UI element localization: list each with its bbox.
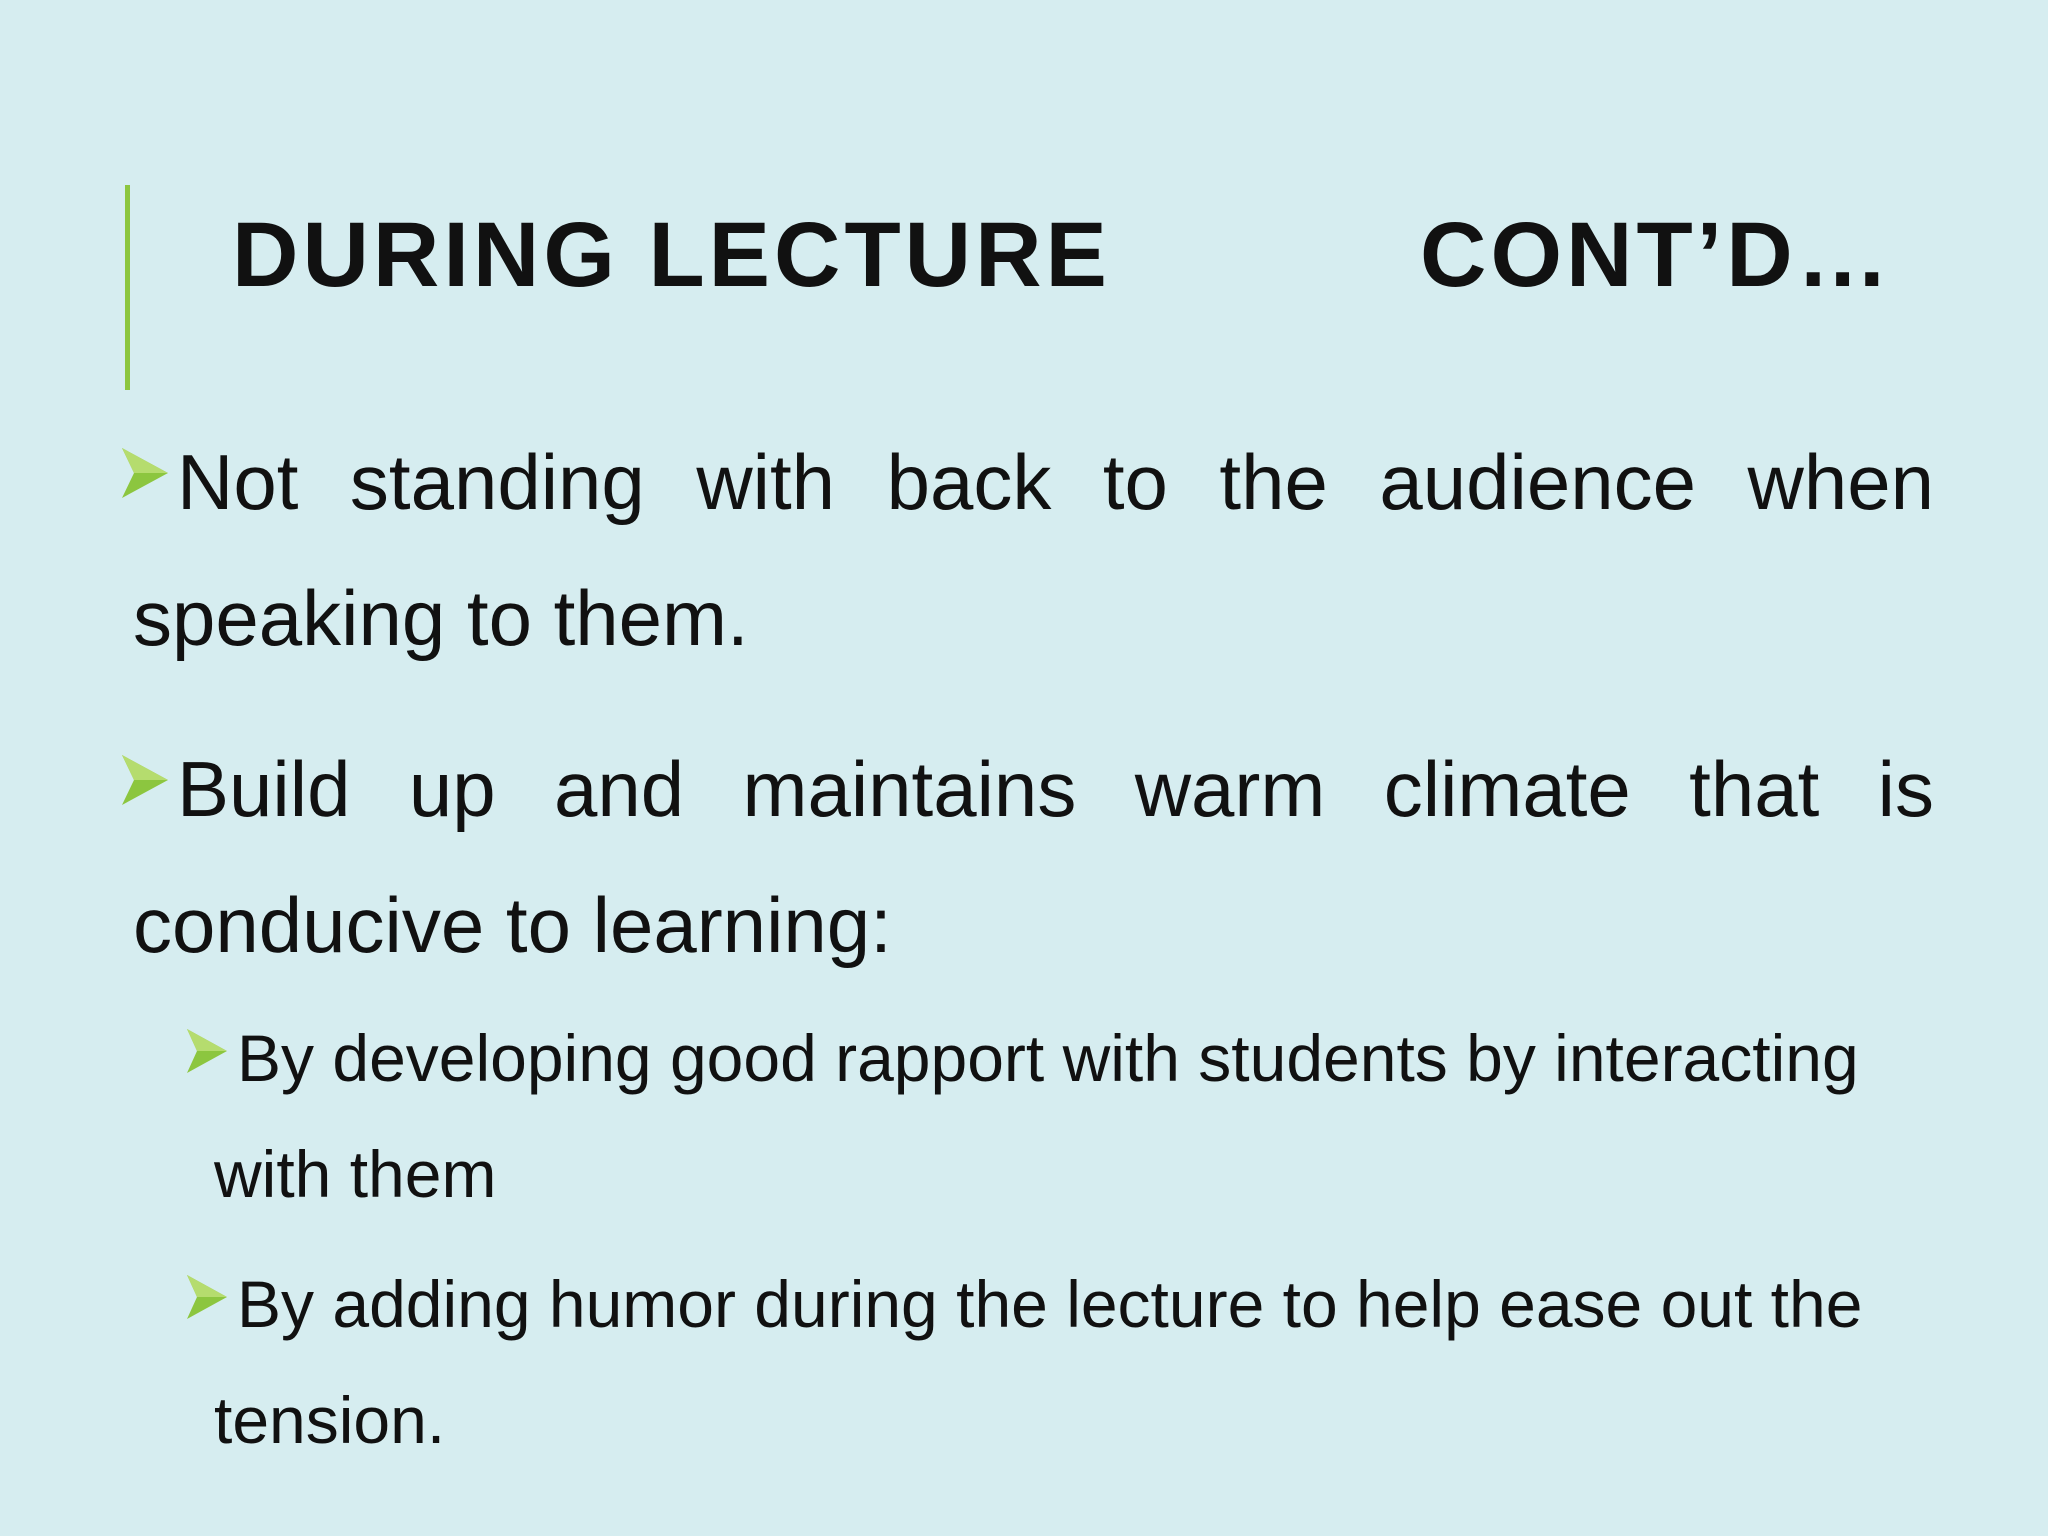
bullet-text: Not standing with back to the audience when [177,438,1934,526]
bullet-item [120,721,1934,993]
arrow-bullet-icon [120,753,170,807]
bullet-text-continued: speaking to them. [133,574,749,662]
arrow-bullet-icon [185,1273,229,1321]
sub-bullet-item [185,1000,1935,1232]
sub-bullet-text-continued: with them [214,1137,497,1211]
sub-bullet-text-continued: tension. [214,1383,446,1457]
sub-bullet-text: By developing good rapport with students by interacting [237,1021,1859,1095]
bullet-item [120,414,1934,686]
arrow-bullet-icon [120,446,170,500]
arrow-bullet-icon [185,1027,229,1075]
slide-title: DURING LECTURE [232,204,1111,306]
title-accent-bar [125,185,130,390]
sub-bullet-text: By adding humor during the lecture to help ease out the [237,1267,1863,1341]
bullet-text-continued: conducive to learning: [133,881,892,969]
sub-bullet-item [185,1246,1935,1478]
bullet-text: Build up and maintains warm climate that is [177,745,1934,833]
slide-title-continued: CONT’D… [1420,204,1893,306]
